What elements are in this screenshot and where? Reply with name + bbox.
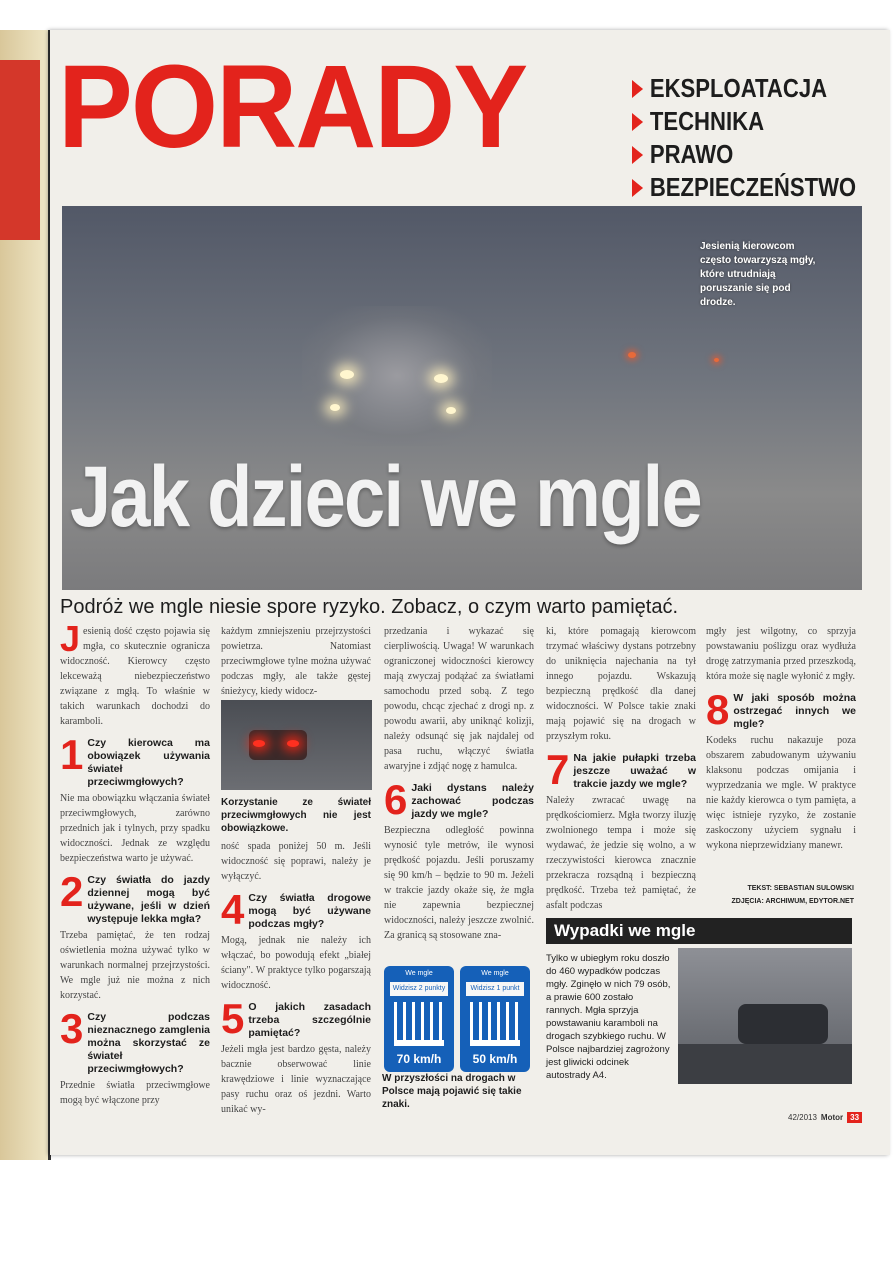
article-column-2 [221, 624, 371, 703]
question-1 [60, 731, 210, 789]
taillight [628, 352, 636, 358]
headlight [434, 374, 448, 383]
magazine-name: Motor [820, 1113, 844, 1122]
question-title: Czy światła drogowe mogą być używane podczas mgły? [248, 892, 371, 930]
road-markers-icon [470, 1002, 520, 1046]
category-label: PRAWO [649, 139, 734, 169]
car-in-fog [302, 306, 492, 446]
question-number: 6 [384, 776, 408, 823]
page-footer [788, 1112, 862, 1123]
headlight [340, 370, 354, 379]
rear-fog-light [287, 740, 299, 747]
sign-speed: 70 km/h [396, 1052, 442, 1066]
question-title: Czy podczas nieznacznego zamglenia można skorzystać ze świateł przeciwmgłowych? [87, 1011, 210, 1075]
photo-caption: Jesienią kierowcom często towarzyszą mgły, które utrudniają poruszanie się pod drodze. [700, 241, 816, 308]
question-number: 3 [60, 1005, 84, 1052]
category-label: BEZPIECZEŃSTWO [649, 172, 857, 202]
answer-8: Kodeks ruchu nakazuje poza obszarem zabudowanym używaniu klaksonu podczas omijania i wyprzedzania we mgle. W praktyce nie każdy kierowca o tym pamięta, a więc istnieje ryzyko, że zostanie zaskoczony użyciem sygnału i wykona nieprzewidziany manewr. [706, 735, 856, 851]
question-6 [384, 776, 534, 823]
answer-5: Jeżeli mgła jest bardzo gęsta, należy bacznie obserwować linie krawędziowe i linie wyznaczające pasy ruchu oraz oś jezdni. Warto unikać wy- [221, 1044, 371, 1115]
question-title: O jakich zasadach trzeba szczególnie pamiętać? [248, 1001, 371, 1039]
question-5 [221, 995, 371, 1042]
question-title: Czy światła do jazdy dziennej mogą być używane, jeśli w dzień występuje lekka mgła? [87, 874, 210, 925]
drop-cap: J [60, 618, 81, 659]
paragraph: ność spada poniżej 50 m. Jeśli widoczność się poprawi, należy je wyłączyć. [221, 841, 371, 882]
road [678, 1044, 852, 1084]
photo-caption: Korzystanie ze świateł przeciwmgłowych nie jest obowiązkowe. [221, 797, 371, 834]
issue-number: 42/2013 [788, 1113, 817, 1122]
question-number: 2 [60, 868, 84, 915]
fog-sign [460, 966, 530, 1072]
category-item [632, 105, 856, 138]
credits [700, 882, 854, 908]
section-title: PORADY [58, 41, 527, 173]
question-number: 5 [221, 995, 245, 1042]
fog-sign [384, 966, 454, 1072]
fog-distance-signs [384, 966, 530, 1072]
answer-3: Przednie światła przeciwmgłowe mogą być włączone przy [60, 1080, 210, 1106]
fog-light [330, 404, 340, 411]
sign-speed: 50 km/h [472, 1052, 518, 1066]
page-number: 33 [847, 1112, 862, 1123]
intro-text: esienią dość często pojawia się mgła, co skutecznie ogranicza widoczność. Kierowcy często lekceważą niebezpieczeństwo związane z mgłą. To właśnie w takich warunkach dochodzi do karamboli. [60, 626, 210, 727]
intro-paragraph [60, 618, 210, 729]
answer-7: Należy zwracać uwagę na prędkościomierz. Mgła tworzy iluzję zwolnionego tempa i może się wydawać, że jedzie się wolno, a w rzeczywistości kierowca znacznie przekracza rozsądną i bezpieczną prędkość. Trzeba też pamiętać, że asfalt podczas [546, 795, 696, 911]
category-list [632, 72, 893, 204]
highway-fog-photo [678, 948, 852, 1084]
category-label: EKSPLOATACJA [649, 73, 828, 103]
triangle-bullet-icon [632, 146, 643, 164]
article-column-5 [706, 624, 856, 857]
category-item [632, 138, 856, 171]
article-column-3 [384, 624, 534, 947]
hero-photo [62, 206, 862, 590]
question-title: W jaki sposób można ostrzegać innych we mgle? [733, 692, 856, 730]
taillight [714, 358, 719, 362]
sign-label: Widzisz 2 punkty [390, 982, 448, 996]
category-item [632, 171, 856, 204]
question-number: 4 [221, 886, 245, 933]
facing-page-edge [0, 30, 51, 1160]
question-4 [221, 886, 371, 933]
answer-1: Nie ma obowiązku włączania świateł przeciwmgłowych, zarówno przednich jak i tylnych, przy spadku widoczności. Jednak ze względu bezpieczeństwa warto je używać. [60, 793, 210, 864]
question-8 [706, 686, 856, 733]
article-column-1 [60, 618, 210, 1112]
paragraph: przedzania i wykazać się cierpliwością. Uwaga! W warunkach ograniczonej widoczności kierowcy mają zwyczaj podążać za światłami samochodu przed sobą. Z tego powodu, chcąc zjechać z drogi np. z powodu awarii, aby uniknąć kolizji, należy odsunąć się jak najdalej od pasa ruchu, włączyć światła awaryjne i zdjąć nogę z hamulca. [384, 626, 534, 772]
question-2 [60, 868, 210, 926]
category-item [632, 72, 856, 105]
accidents-box [546, 918, 852, 1086]
sign-top-text: We mgle [405, 970, 433, 977]
question-7 [546, 746, 696, 793]
question-3 [60, 1005, 210, 1076]
triangle-bullet-icon [632, 113, 643, 131]
question-title: Czy kierowca ma obowiązek używania świateł przeciwmgłowych? [87, 737, 210, 788]
answer-4: Mogą, jednak nie należy ich włączać, bo powodują efekt „białej ściany". W praktyce tylko pogarszają widoczność. [221, 935, 371, 991]
car-taillights-photo [221, 700, 372, 790]
box-text: Tylko w ubiegłym roku doszło do 460 wypadków podczas mgły. Zginęło w nich 79 osób, a prawie 600 zostało rannych. Mgła sprzyja powstawaniu karamboli na drogach szybkiego ruchu. W Polsce najbardziej zagrożony jest gliwicki odcinek autostrady A4. [546, 953, 671, 1081]
question-number: 7 [546, 746, 570, 793]
category-label: TECHNIKA [649, 106, 765, 136]
rear-fog-light [253, 740, 265, 747]
road-markers-icon [394, 1002, 444, 1046]
triangle-bullet-icon [632, 179, 643, 197]
answer-6: Bezpieczna odległość powinna wynosić tyle metrów, ile wynosi prędkość pojazdu. Jeśli poruszamy się 90 km/h – będzie to 90 m. Jeżeli w trakcie jazdy okaże się, że mgła nie zapewnia bezpiecznej widoczności, należy jeszcze zwolnić. Za granicą są stosowane zna- [384, 825, 534, 941]
question-title: Jaki dystans należy zachować podczas jazdy we mgle? [411, 782, 534, 820]
article-lead: Podróż we mgle niesie spore ryzyko. Zobacz, o czym warto pamiętać. [60, 596, 679, 618]
fog-light [446, 407, 456, 414]
article-column-2-lower [221, 796, 371, 1121]
article-column-4 [546, 624, 696, 917]
box-title: Wypadki we mgle [546, 918, 852, 944]
answer-2: Trzeba pamiętać, że ten rodzaj oświetlenia można używać tylko w warunkach normalnej przejrzystości. We mgle już nie można z nich korzystać. [60, 930, 210, 1001]
triangle-bullet-icon [632, 80, 643, 98]
photo-credit: ZDJĘCIA: ARCHIWUM, EDYTOR.NET [731, 898, 854, 905]
facing-page-red-strip [0, 60, 40, 240]
question-title: Na jakie pułapki trzeba jeszcze uważać w trakcie jazdy we mgle? [573, 752, 696, 790]
signs-caption: W przyszłości na drogach w Polsce mają pojawić się takie znaki. [382, 1073, 522, 1110]
question-number: 8 [706, 686, 730, 733]
paragraph: każdym zmniejszeniu przejrzystości powietrza. Natomiast przeciwmgłowe tylne można używać podczas mgły, ale także gęstej śnieżycy, kiedy widocz- [221, 626, 371, 697]
text-credit: TEKST: SEBASTIAN SULOWSKI [747, 885, 854, 892]
paragraph: ki, które pomagają kierowcom trzymać właściwy dystans potrzebny do uniknięcia najechania na tył innego pojazdu. Wskazują bezpieczną prędkość dla danej widoczności. W Polsce takie znaki mają pojawić się na drogach w przyszłym roku. [546, 626, 696, 742]
sign-top-text: We mgle [481, 970, 509, 977]
article-headline: Jak dzieci we mgle [70, 449, 701, 545]
question-number: 1 [60, 731, 84, 778]
sign-label: Widzisz 1 punkt [466, 982, 524, 996]
car-silhouette [738, 1004, 828, 1044]
paragraph: mgły jest wilgotny, co sprzyja powstawaniu poślizgu oraz wydłuża drogę zatrzymania przed przeszkodą, która może się nagle wyłonić z mgły. [706, 626, 856, 682]
